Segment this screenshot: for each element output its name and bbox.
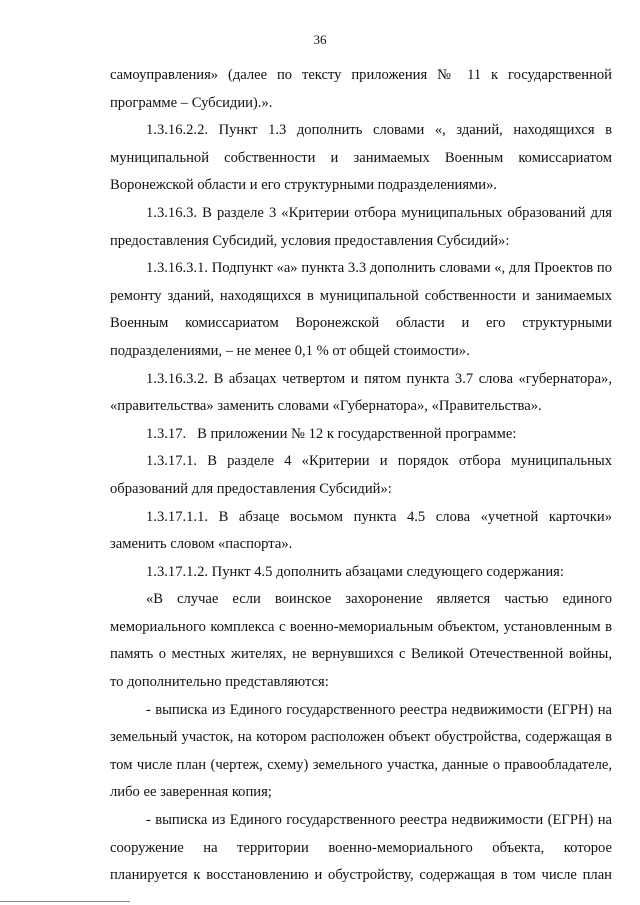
paragraph-11: - выписка из Единого государственного реестра недвижимости (ЕГРН) на земельный участок, на котором расположен объект обустройства, содержащая в том числе план (чертеж, схему) земельного участка, данные о правообладателе, либо ее заверенная копия; xyxy=(110,701,612,801)
footer-divider xyxy=(0,901,130,902)
paragraph-3: 1.3.16.3. В разделе 3 «Критерии отбора муниципальных образований для предоставления Субсидий, условия предоставления Субсидий»: xyxy=(110,204,612,249)
paragraph-4: 1.3.16.3.1. Подпункт «а» пункта 3.3 дополнить словами «, для Проектов по ремонту зданий, находящихся в муниципальной собственности и занимаемых Военным комиссариатом Воронежской области и его структурными подразделениями, – не менее 0,1 % от общей стоимости». xyxy=(110,260,612,359)
paragraph-8: 1.3.17.1.1. В абзаце восьмом пункта 4.5 слова «учетной карточки» заменить словом «паспорта». xyxy=(110,508,612,553)
paragraph-5: 1.3.16.3.2. В абзацах четвертом и пятом пункта 3.7 слова «губернатора», «правительства» заменить словами «Губернатора», «Правительства». xyxy=(110,370,612,415)
paragraph-10: «В случае если воинское захоронение является частью единого мемориального комплекса с военно-мемориальным объектом, установленным в память о местных жителях, не вернувшихся с Великой Отечественной войны, то дополнительно представляются: xyxy=(110,591,612,691)
document-body xyxy=(110,62,612,890)
paragraph-9: 1.3.17.1.2. Пункт 4.5 дополнить абзацами следующего содержания: xyxy=(146,563,564,580)
paragraph-1: самоуправления» (далее по тексту приложения № 11 к государственной программе – Субсидии).». xyxy=(110,67,612,111)
paragraph-6: 1.3.17. В приложении № 12 к государственной программе: xyxy=(146,425,517,442)
paragraph-12: - выписка из Единого государственного реестра недвижимости (ЕГРН) на сооружение на территории военно-мемориального объекта, которое планируется к восстановлению и обустройству, содержащая в том числе план xyxy=(110,812,612,884)
paragraph-7: 1.3.17.1. В разделе 4 «Критерии и порядок отбора муниципальных образований для предоставления Субсидий»: xyxy=(110,453,612,497)
page-number: 36 xyxy=(313,32,327,47)
paragraph-2: 1.3.16.2.2. Пункт 1.3 дополнить словами «, зданий, находящихся в муниципальной собственности и занимаемых Военным комиссариатом Воронежской области и его структурными подразделениями». xyxy=(110,122,612,194)
